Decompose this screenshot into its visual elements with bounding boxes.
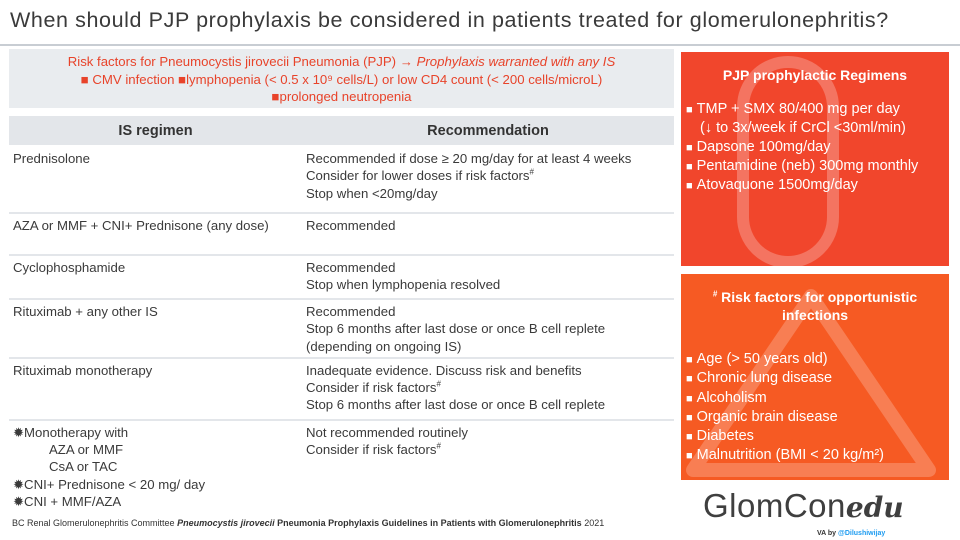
table-row (9, 255, 674, 299)
risk-factor-list (681, 350, 949, 466)
regimens-list (681, 100, 949, 195)
table-row (9, 213, 674, 255)
regimen-cell: Rituximab + any other IS (9, 299, 302, 358)
twitter-handle[interactable]: @Dilushiwijay (838, 530, 886, 537)
list-item: ■ Age (> 50 years old) (686, 351, 828, 367)
risk-line-3: ■prolonged neutropenia (271, 89, 412, 104)
recommendation-cell: Recommended Stop 6 months after last dose or once B cell replete (depending on ongoing IS) (302, 299, 674, 358)
footnote-hash: # (436, 441, 441, 451)
list-item: ■ Alcoholism (686, 389, 767, 406)
list-item: ■ Atovaquone 1500mg/day (686, 177, 858, 194)
risk-line-1-italic: Prophylaxis warranted with any IS (416, 54, 616, 69)
is-regimen-table (9, 116, 674, 512)
risk-line-1 (9, 53, 674, 71)
footnote-hash: # (529, 167, 534, 177)
regimen-cell: Cyclophosphamide (9, 255, 302, 299)
opportunistic-risk-panel (681, 274, 949, 480)
title-divider (0, 44, 960, 46)
regimen-cell: Rituximab monotherapy (9, 358, 302, 420)
glomcon-logo: GlomConedu (703, 487, 904, 524)
regimen-cell: AZA or MMF + CNI+ Prednisone (any dose) (9, 213, 302, 255)
header-is-regimen: IS regimen (9, 116, 302, 146)
table-row (9, 299, 674, 358)
regimen-cell: Prednisolone (9, 146, 302, 213)
table-row (9, 420, 674, 512)
recommendation-cell: Not recommended routinely Consider if risk factors# (302, 420, 674, 512)
footnote-hash: # (436, 379, 441, 389)
list-item: ■ Dapsone 100mg/day (686, 138, 831, 155)
list-item: ■ Diabetes (686, 428, 754, 445)
author-credit: VA by @Dilushiwijay (817, 530, 886, 537)
list-item: ■ Organic brain disease (686, 408, 838, 425)
header-recommendation: Recommendation (302, 116, 674, 146)
recommendation-cell: Recommended (302, 213, 674, 255)
recommendation-cell: Recommended if dose ≥ 20 mg/day for at least 4 weeks Consider for lower doses if risk factors# Stop when <20mg/day (302, 146, 674, 213)
recommendation-cell: Inadequate evidence. Discuss risk and benefits Consider if risk factors# Stop 6 months after last dose or once B cell replete (302, 358, 674, 420)
list-item: ■ TMP + SMX 80/400 mg per day (686, 101, 900, 117)
list-item: ■ Chronic lung disease (686, 370, 833, 387)
list-item: ■ Malnutrition (BMI < 20 kg/m²) (686, 447, 885, 464)
regimen-cell: ✹Monotherapy with AZA or MMF CsA or TAC ✹CNI+ Prednisone < 20 mg/ day ✹CNI + MMF/AZA (9, 420, 302, 512)
risk-panel-title: # Risk factors for opportunistic infections (712, 289, 918, 323)
source-citation: BC Renal Glomerulonephritis Committee Pneumocystis jirovecii Pneumonia Prophylaxis Guidelines in Patients with Glomerulonephritis 2021 (12, 518, 605, 528)
risk-line-2: ■ CMV infection ■lymphopenia (< 0.5 x 10⁹ cells/L) or low CD4 count (< 200 cells/microL) (80, 71, 603, 87)
list-item: (↓ to 3x/week if CrCl <30ml/min) (700, 120, 906, 137)
regimens-title: PJP prophylactic Regimens (722, 67, 908, 83)
risk-line-1-text: Risk factors for Pneumocystis jirovecii Pneumonia (PJP) → (67, 54, 417, 69)
recommendation-cell: Recommended Stop when lymphopenia resolved (302, 255, 674, 299)
pjp-risk-factors-box (9, 49, 674, 108)
table-row (9, 358, 674, 420)
table-row (9, 146, 674, 213)
list-item: ■ Pentamidine (neb) 300mg monthly (686, 157, 919, 174)
regimens-panel (681, 52, 949, 266)
page-title: When should PJP prophylaxis be considered in patients treated for glomerulonephritis? (10, 8, 889, 32)
